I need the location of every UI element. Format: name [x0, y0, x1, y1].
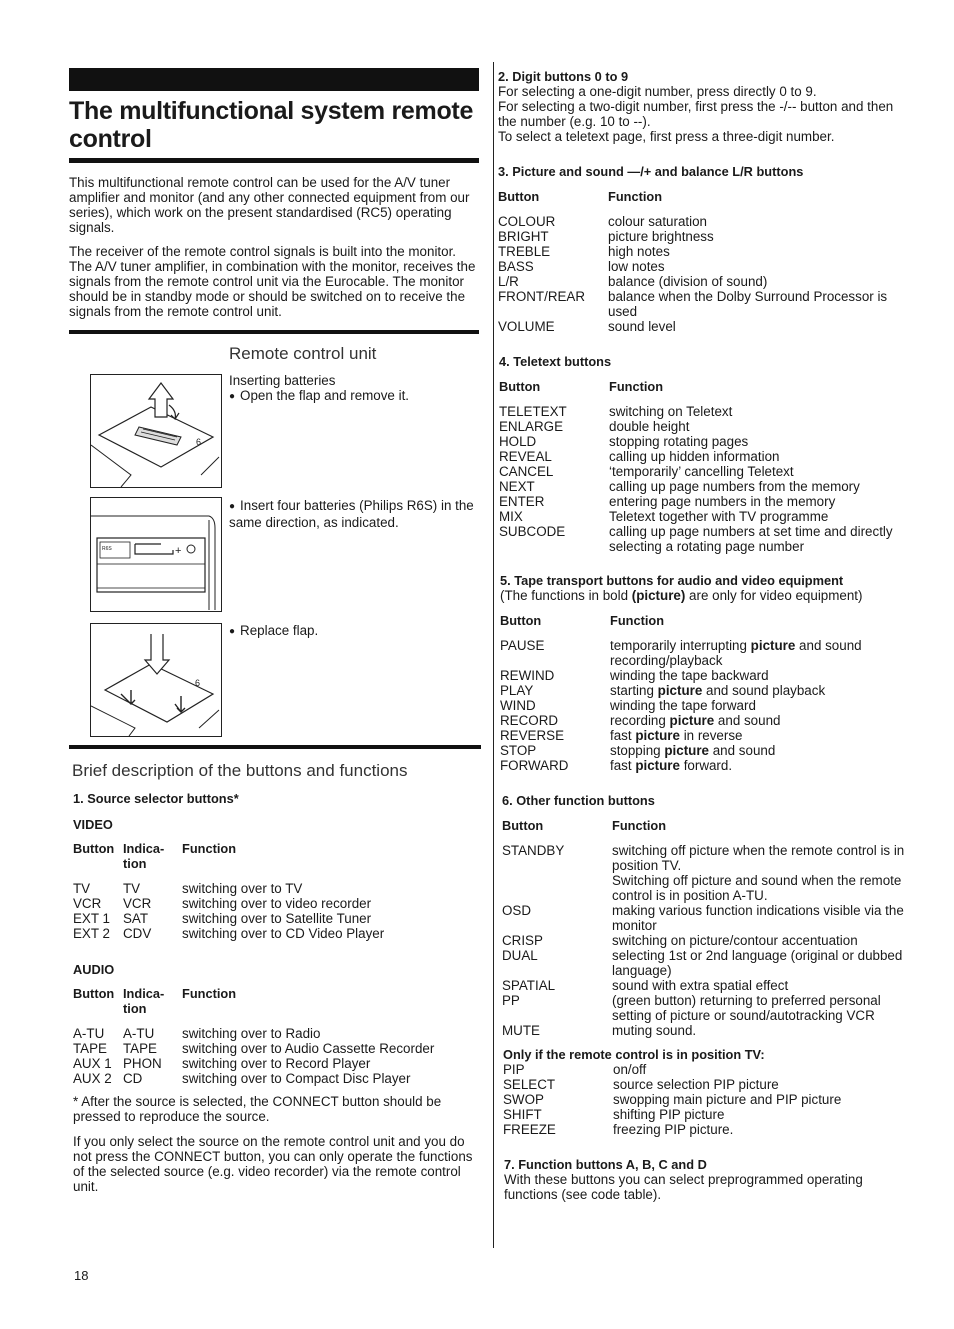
cell-text: temporarily interrupting: [610, 638, 751, 653]
cell: switching off picture when the remote control is in position TV. Switching off picture and sound when the remote control is in position A-TU.: [612, 843, 905, 903]
cell: BRIGHT: [498, 229, 549, 244]
cell: [610, 698, 900, 713]
cell: TV: [73, 881, 91, 896]
cell: CD: [123, 1071, 143, 1086]
tv-only-table: [503, 1062, 903, 1137]
col-function: Function: [182, 841, 237, 856]
cell: AUX 2: [73, 1071, 112, 1086]
cell: calling up hidden information: [609, 449, 780, 464]
table-row: [499, 449, 909, 464]
svg-text:+: +: [175, 545, 182, 557]
table-row: [498, 319, 908, 334]
cell: FRONT/REAR: [498, 289, 586, 304]
cell: DUAL: [502, 948, 538, 963]
s2-title: 2. Digit buttons 0 to 9: [498, 69, 629, 84]
cell: REVERSE: [500, 728, 564, 743]
intro-paragraph-1: This multifunctional remote control can be used for the A/V tuner amplifier and monitor (and any other connected equipment from our series), which work on the present standardised (RC5) operating signals.: [69, 175, 470, 235]
table-row: [503, 1092, 903, 1107]
brief-heading: Brief description of the buttons and functions: [72, 761, 408, 780]
cell: EXT 2: [73, 926, 110, 941]
table-row: [502, 1023, 912, 1038]
table-row: [498, 214, 908, 229]
cell: HOLD: [499, 434, 537, 449]
col-function: Function: [610, 613, 665, 628]
cell: [610, 743, 900, 758]
cell-text: and sound playback: [702, 683, 826, 698]
s3-table: [498, 189, 908, 334]
table-row: [502, 903, 912, 933]
cell: [610, 728, 900, 743]
table-row: [73, 1071, 434, 1086]
cell-text: starting: [610, 683, 658, 698]
s5-subtitle: [500, 588, 862, 603]
cell: PLAY: [500, 683, 534, 698]
s7-title: 7. Function buttons A, B, C and D: [504, 1157, 707, 1172]
table-row: [499, 434, 909, 449]
table-row: [499, 494, 909, 509]
cell-text: and sound: [709, 743, 776, 758]
col-function: Function: [612, 818, 667, 833]
intro-paragraph-2: The receiver of the remote control signals is built into the monitor. The A/V tuner amplifier, in combination with the monitor, receives the signals from the remote control unit via the Eurocable. The monitor should be in standby mode or should be switched on to receive the signals from the remote control unit.: [69, 244, 476, 319]
cell: TV: [123, 881, 141, 896]
s3-title: 3. Picture and sound —/+ and balance L/R buttons: [498, 164, 804, 179]
cell: CANCEL: [499, 464, 554, 479]
cell: switching over to Compact Disc Player: [182, 1071, 411, 1086]
svg-text:6: 6: [196, 437, 202, 447]
cell: A-TU: [123, 1026, 155, 1041]
cell-bold: picture: [669, 713, 715, 728]
s2-line-3: To select a teletext page, first press a three-digit number.: [498, 129, 835, 144]
table-row: [73, 881, 384, 896]
table-row: [499, 404, 909, 419]
page-number: 18: [74, 1268, 89, 1283]
cell: sound with extra spatial effect: [612, 978, 789, 993]
section-rule: [69, 330, 479, 334]
table-row: [503, 1062, 903, 1077]
cell: [610, 683, 900, 698]
cell: FORWARD: [500, 758, 569, 773]
table-row: [503, 1122, 903, 1137]
table-row: [73, 1026, 434, 1041]
table-row: [502, 843, 912, 903]
cell: AUX 1: [73, 1056, 112, 1071]
column-divider: [493, 62, 494, 1248]
table-row: [499, 419, 909, 434]
cell: switching over to Satellite Tuner: [182, 911, 372, 926]
cell-bold: picture: [750, 638, 796, 653]
cell: calling up page numbers from the memory: [609, 479, 860, 494]
s6-table: [502, 818, 912, 1038]
cell: TELETEXT: [499, 404, 567, 419]
cell: sound level: [608, 319, 676, 334]
table-row: [498, 229, 908, 244]
page-title: The multifunctional system remote control: [69, 97, 474, 153]
table-row: [500, 728, 900, 743]
cell: high notes: [608, 244, 670, 259]
battery-flap-open-illustration: [90, 374, 222, 488]
col-function: Function: [182, 986, 237, 1001]
col-button: Button: [73, 841, 115, 856]
cell: ‘temporarily’ cancelling Teletext: [609, 464, 794, 479]
cell-text: fast: [610, 758, 636, 773]
table-row: [500, 638, 900, 668]
cell: switching over to Radio: [182, 1026, 321, 1041]
cell: TREBLE: [498, 244, 551, 259]
cell: switching over to Record Player: [182, 1056, 371, 1071]
replace-flap-illustration: [90, 623, 222, 737]
cell-text: recording: [610, 713, 670, 728]
cell: [610, 668, 900, 683]
cell: [610, 758, 900, 773]
title-bar: [69, 68, 479, 91]
col-button: Button: [499, 379, 541, 394]
col-indication: Indica- tion: [123, 841, 165, 871]
cell: A-TU: [73, 1026, 105, 1041]
video-label: VIDEO: [73, 817, 113, 832]
cell: colour saturation: [608, 214, 707, 229]
remote-unit-heading: Remote control unit: [229, 344, 377, 363]
cell: (green button) returning to preferred personal setting of picture or sound/autotracking VCR: [612, 993, 881, 1023]
connect-note: If you only select the source on the remote control unit and you do not press the CONNECT button, you can only operate the functions of the selected source (e.g. video recorder) via the remote control unit.: [73, 1134, 473, 1194]
s2-line-2: For selecting a two-digit number, first press the -/-- button and then the number (e.g. 10 to --).: [498, 99, 894, 129]
table-row: [73, 896, 384, 911]
table-row: [499, 479, 909, 494]
cell: switching over to TV: [182, 881, 303, 896]
table-row: [498, 259, 908, 274]
cell: SELECT: [503, 1077, 556, 1092]
cell: freezing PIP picture.: [613, 1122, 734, 1137]
cell: [610, 638, 900, 668]
s5-subtitle-part: are only for video equipment): [685, 588, 863, 603]
cell: low notes: [608, 259, 665, 274]
cell: L/R: [498, 274, 519, 289]
cell: STANDBY: [502, 843, 565, 858]
cell: calling up page numbers at set time and directly selecting a rotating page number: [609, 524, 893, 554]
cell: PHON: [123, 1056, 162, 1071]
cell: switching over to Audio Cassette Recorder: [182, 1041, 435, 1056]
video-source-table: [73, 841, 384, 941]
table-row: [498, 244, 908, 259]
s2-line-1: For selecting a one-digit number, press directly 0 to 9.: [498, 84, 817, 99]
table-row: [73, 926, 384, 941]
tv-only-title: Only if the remote control is in position TV:: [503, 1047, 765, 1062]
table-row: [503, 1107, 903, 1122]
cell: balance (division of sound): [608, 274, 768, 289]
table-row: [502, 933, 912, 948]
cell-text: fast: [610, 728, 636, 743]
cell: ENTER: [499, 494, 545, 509]
cell: PAUSE: [500, 638, 545, 653]
s6-title: 6. Other function buttons: [502, 793, 655, 808]
table-row: [499, 509, 909, 524]
cell: switching over to CD Video Player: [182, 926, 385, 941]
table-row: [500, 683, 900, 698]
svg-text:6: 6: [195, 678, 201, 688]
cell: TAPE: [73, 1041, 107, 1056]
cell: balance when the Dolby Surround Processor is used: [608, 289, 888, 319]
table-row: [500, 713, 900, 728]
table-row: [502, 978, 912, 993]
cell: PIP: [503, 1062, 525, 1077]
cell: source selection PIP picture: [613, 1077, 779, 1092]
cell: WIND: [500, 698, 536, 713]
cell-bold: picture: [635, 728, 680, 743]
cell: making various function indications visible via the monitor: [612, 903, 904, 933]
cell: REVEAL: [499, 449, 552, 464]
cell: STOP: [500, 743, 537, 758]
table-row: [502, 993, 912, 1023]
cell: stopping rotating pages: [609, 434, 749, 449]
s4-table: [499, 379, 909, 554]
cell-text: in reverse: [679, 728, 743, 743]
cell: SHIFT: [503, 1107, 542, 1122]
s5-subtitle-part: (The functions in bold: [500, 588, 632, 603]
table-row: [499, 464, 909, 479]
col-button: Button: [500, 613, 542, 628]
footnote: * After the source is selected, the CONNECT button should be pressed to reproduce the source.: [73, 1094, 442, 1124]
cell-bold: picture: [657, 683, 703, 698]
battery-compartment-illustration: [90, 497, 222, 612]
table-row: [73, 1056, 434, 1071]
cell: selecting 1st or 2nd language (original or dubbed language): [612, 948, 903, 978]
table-row: [73, 1041, 434, 1056]
cell-text: and sound recording/playback: [610, 638, 862, 668]
cell: REWIND: [500, 668, 555, 683]
cell-text: forward.: [679, 758, 733, 773]
s5-title: 5. Tape transport buttons for audio and video equipment: [500, 573, 844, 588]
cell-bold: picture: [635, 758, 680, 773]
cell: FREEZE: [503, 1122, 556, 1137]
cell: switching on picture/contour accentuation: [612, 933, 858, 948]
table-row: [500, 698, 900, 713]
cell-text: and sound: [714, 713, 781, 728]
s7-text: With these buttons you can select preprogrammed operating functions (see code table).: [504, 1172, 863, 1202]
cell: RECORD: [500, 713, 559, 728]
cell: BASS: [498, 259, 534, 274]
step3-text: ● Replace flap.: [229, 623, 318, 640]
s4-title: 4. Teletext buttons: [499, 354, 612, 369]
cell: OSD: [502, 903, 532, 918]
audio-source-table: [73, 986, 434, 1086]
col-button: Button: [498, 189, 540, 204]
col-indication: Indica- tion: [123, 986, 165, 1016]
cell-text: winding the tape backward: [610, 668, 769, 683]
cell: MIX: [499, 509, 523, 524]
title-rule: [69, 158, 479, 163]
cell: SWOP: [503, 1092, 544, 1107]
cell: swopping main picture and PIP picture: [613, 1092, 842, 1107]
cell: picture brightness: [608, 229, 714, 244]
cell: Teletext together with TV programme: [609, 509, 829, 524]
cell: NEXT: [499, 479, 535, 494]
s1-title: 1. Source selector buttons*: [73, 791, 239, 806]
cell: SUBCODE: [499, 524, 566, 539]
table-row: [73, 911, 384, 926]
table-row: [503, 1077, 903, 1092]
cell: PP: [502, 993, 520, 1008]
s5-subtitle-bold: (picture): [631, 588, 686, 603]
section-rule: [69, 745, 481, 749]
table-row: [500, 668, 900, 683]
cell: MUTE: [502, 1023, 540, 1038]
table-row: [498, 274, 908, 289]
cell: [610, 713, 900, 728]
col-function: Function: [608, 189, 663, 204]
col-function: Function: [609, 379, 664, 394]
audio-label: AUDIO: [73, 962, 115, 977]
cell: CDV: [123, 926, 152, 941]
col-button: Button: [73, 986, 115, 1001]
s5-table: [500, 613, 900, 773]
cell: VOLUME: [498, 319, 555, 334]
table-row: [500, 743, 900, 758]
cell: ENLARGE: [499, 419, 563, 434]
cell: CRISP: [502, 933, 543, 948]
col-button: Button: [502, 818, 544, 833]
cell: switching over to video recorder: [182, 896, 372, 911]
cell: EXT 1: [73, 911, 110, 926]
cell: COLOUR: [498, 214, 556, 229]
cell: double height: [609, 419, 690, 434]
table-row: [499, 524, 909, 554]
cell: SAT: [123, 911, 149, 926]
table-row: [498, 289, 908, 319]
cell-bold: picture: [664, 743, 710, 758]
cell: muting sound.: [612, 1023, 697, 1038]
cell: VCR: [73, 896, 102, 911]
table-row: [502, 948, 912, 978]
cell: switching on Teletext: [609, 404, 733, 419]
table-row: [500, 758, 900, 773]
battery-label: R6S: [102, 546, 112, 552]
step1-title: Inserting batteries: [229, 373, 336, 388]
cell: on/off: [613, 1062, 647, 1077]
cell: entering page numbers in the memory: [609, 494, 836, 509]
cell-text: stopping: [610, 743, 665, 758]
cell: TAPE: [123, 1041, 157, 1056]
cell: VCR: [123, 896, 152, 911]
cell: shifting PIP picture: [613, 1107, 725, 1122]
cell-text: winding the tape forward: [610, 698, 756, 713]
step1-text: ● Open the flap and remove it.: [229, 388, 469, 405]
step2-text: ● Insert four batteries (Philips R6S) in the same direction, as indicated.: [229, 498, 474, 530]
cell: SPATIAL: [502, 978, 556, 993]
